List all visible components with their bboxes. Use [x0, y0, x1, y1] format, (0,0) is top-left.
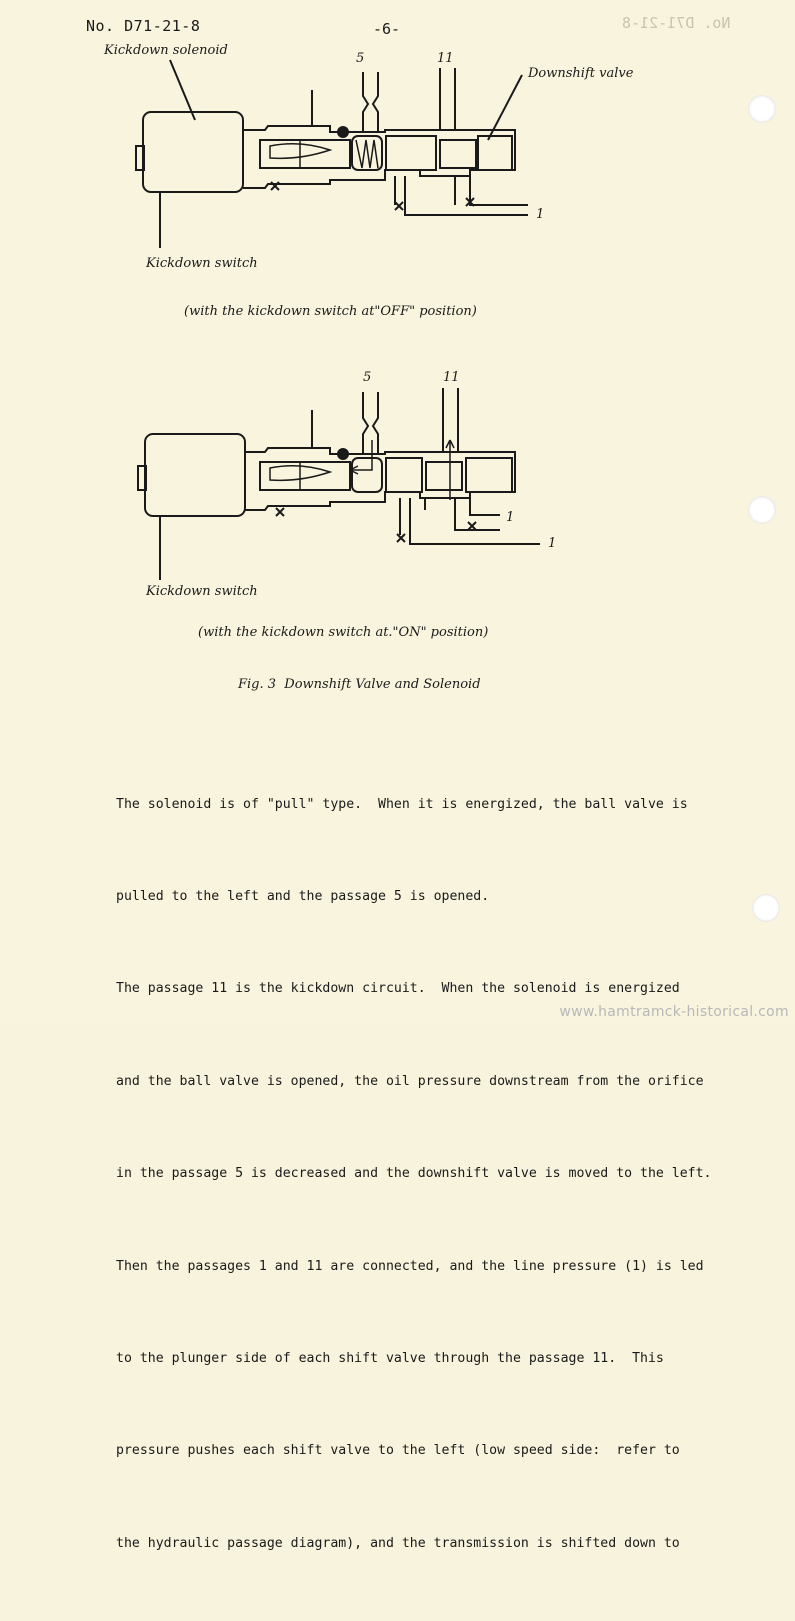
body-line: the hydraulic passage diagram), and the transmission is shifted down to — [116, 1535, 680, 1551]
site-watermark: www.hamtramck-historical.com — [559, 1004, 789, 1020]
kickdown-switch-label-top: Kickdown switch — [146, 256, 258, 271]
body-line: pressure pushes each shift valve to the left (low speed side: refer to — [116, 1443, 680, 1459]
passage-1b-label-bottom: 1 — [548, 536, 557, 551]
document-number: No. D71-21-8 — [86, 17, 201, 35]
bottom-diagram — [138, 388, 540, 580]
top-diagram — [136, 60, 528, 248]
passage-5-label-top: 5 — [356, 51, 365, 66]
body-line: Then the passages 1 and 11 are connected, and the line pressure (1) is led — [116, 1258, 704, 1274]
body-line: pulled to the left and the passage 5 is opened. — [116, 888, 490, 904]
passage-11-label-bottom: 11 — [443, 370, 460, 385]
figure-title: Fig. 3 Downshift Valve and Solenoid — [238, 677, 481, 692]
binder-hole — [748, 95, 776, 123]
body-line: The solenoid is of "pull" type. When it is energized, the ball valve is — [116, 796, 688, 812]
passage-1-label-top: 1 — [536, 207, 545, 222]
body-line: and the ball valve is opened, the oil pressure downstream from the orifice — [116, 1073, 704, 1089]
binder-hole — [748, 496, 776, 524]
body-paragraph — [116, 728, 736, 1621]
body-line: in the passage 5 is decreased and the downshift valve is moved to the left. — [116, 1166, 712, 1182]
passage-1a-label-bottom: 1 — [506, 510, 515, 525]
passage-11-label-top: 11 — [437, 51, 454, 66]
kickdown-switch-label-bottom: Kickdown switch — [146, 584, 258, 599]
bottom-diagram-caption: (with the kickdown switch at."ON" position) — [198, 625, 489, 640]
top-diagram-caption: (with the kickdown switch at"OFF" position) — [184, 304, 477, 319]
bleed-through-doc-number: No. D71-21-8 — [622, 14, 731, 32]
downshift-valve-label: Downshift valve — [528, 66, 634, 81]
kickdown-solenoid-label: Kickdown solenoid — [104, 43, 228, 58]
body-line: to the plunger side of each shift valve through the passage 11. This — [116, 1350, 664, 1366]
binder-hole — [752, 894, 780, 922]
passage-5-label-bottom: 5 — [363, 370, 372, 385]
page-number: -6- — [373, 20, 401, 38]
body-line: The passage 11 is the kickdown circuit. When the solenoid is energized — [116, 981, 680, 997]
